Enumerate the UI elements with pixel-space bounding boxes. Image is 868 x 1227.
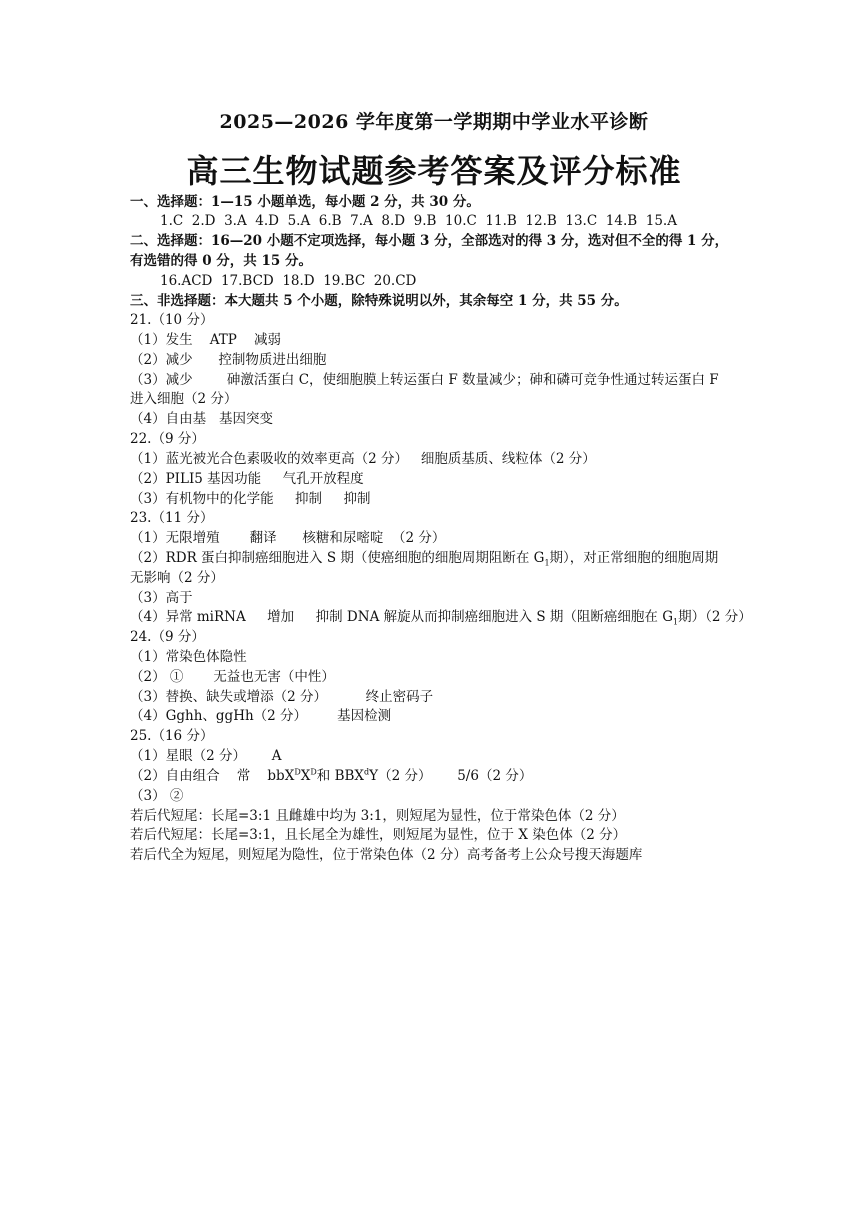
- q21-heading: 21.（10 分）: [130, 312, 214, 328]
- q22-part-3: （3）有机物中的化学能 抑制 抑制: [130, 491, 371, 507]
- q23-part-1: （1）无限增殖 翻译 核糖和尿嘧啶 （2 分）: [130, 530, 446, 546]
- q24-part-3: （3）替换、缺失或增添（2 分） 终止密码子: [130, 689, 434, 705]
- q21-part-2: （2）减少 控制物质进出细胞: [130, 352, 327, 368]
- section-2-heading-b: 有选错的得 0 分，共 15 分。: [130, 253, 312, 269]
- q23-part-3: （3）高于: [130, 590, 193, 606]
- q25-heading: 25.（16 分）: [130, 728, 214, 744]
- q23-part-2b: 无影响（2 分）: [130, 570, 224, 586]
- q23-heading: 23.（11 分）: [130, 510, 214, 526]
- title-line-1: 2025—2026 学年度第一学期期中学业水平诊断: [219, 111, 649, 133]
- section-1-answers: 1.C 2.D 3.A 4.D 5.A 6.B 7.A 8.D 9.B 10.C 11.B 12.B 13.C 14.B 15.A: [160, 213, 677, 229]
- q24-heading: 24.（9 分）: [130, 629, 205, 645]
- q25-part-1: （1）星眼（2 分） A: [130, 748, 282, 764]
- section-1-heading: 一、选择题：1—15 小题单选，每小题 2 分，共 30 分。: [130, 194, 480, 210]
- q24-part-1: （1）常染色体隐性: [130, 649, 247, 665]
- q21-part-3a: （3）减少 砷激活蛋白 C，使细胞膜上转运蛋白 F 数量减少；砷和磷可竞争性通过转运蛋白 F: [130, 372, 719, 388]
- section-3-heading: 三、非选择题：本大题共 5 个小题，除特殊说明以外，其余每空 1 分，共 55 分。: [130, 293, 628, 309]
- q21-part-4: （4）自由基 基因突变: [130, 411, 273, 427]
- title-line-2: 高三生物试题参考答案及评分标准: [186, 152, 682, 190]
- section-2-answers: 16.ACD 17.BCD 18.D 19.BC 20.CD: [160, 273, 417, 289]
- q25-result-3: 若后代全为短尾，则短尾为隐性，位于常染色体（2 分）高考备考上公众号搜天海题库: [130, 847, 643, 863]
- q25-part-3: （3） ②: [130, 788, 184, 804]
- q24-part-2: （2） ① 无益也无害（中性）: [130, 669, 335, 685]
- q25-result-1: 若后代短尾：长尾=3:1 且雌雄中均为 3:1，则短尾为显性，位于常染色体（2 分）: [130, 808, 625, 824]
- q22-part-1: （1）蓝光被光合色素吸收的效率更高（2 分） 细胞质基质、线粒体（2 分）: [130, 451, 596, 467]
- q21-part-1: （1）发生 ATP 减弱: [130, 332, 282, 348]
- q23-part-2a: （2）RDR 蛋白抑制癌细胞进入 S 期（使癌细胞的细胞周期阻断在 $G_1$期），对正常细胞的细胞周期: [130, 550, 719, 568]
- q24-part-4: （4）Gghh、ggHh（2 分） 基因检测: [130, 708, 392, 724]
- section-2-heading-a: 二、选择题：16—20 小题不定项选择，每小题 3 分，全部选对的得 3 分，选对但不全的得 1 分，: [130, 233, 729, 249]
- q23-part-4: （4）异常 miRNA 增加 抑制 DNA 解旋从而抑制癌细胞进入 S 期（阻断癌细胞在 $G_1$期）（2 分）: [130, 609, 752, 627]
- q22-heading: 22.（9 分）: [130, 431, 205, 447]
- q25-part-2: （2）自由组合 常 $bbX^DX^D$和 BBX$^d$Y（2 分） 5/6（2 分）: [130, 767, 533, 784]
- q21-part-3b: 进入细胞（2 分）: [130, 391, 238, 407]
- q22-part-2: （2）PILI5 基因功能 气孔开放程度: [130, 471, 364, 487]
- q25-result-2: 若后代短尾：长尾=3:1，且长尾全为雄性，则短尾为显性，位于 X 染色体（2 分）: [130, 827, 627, 843]
